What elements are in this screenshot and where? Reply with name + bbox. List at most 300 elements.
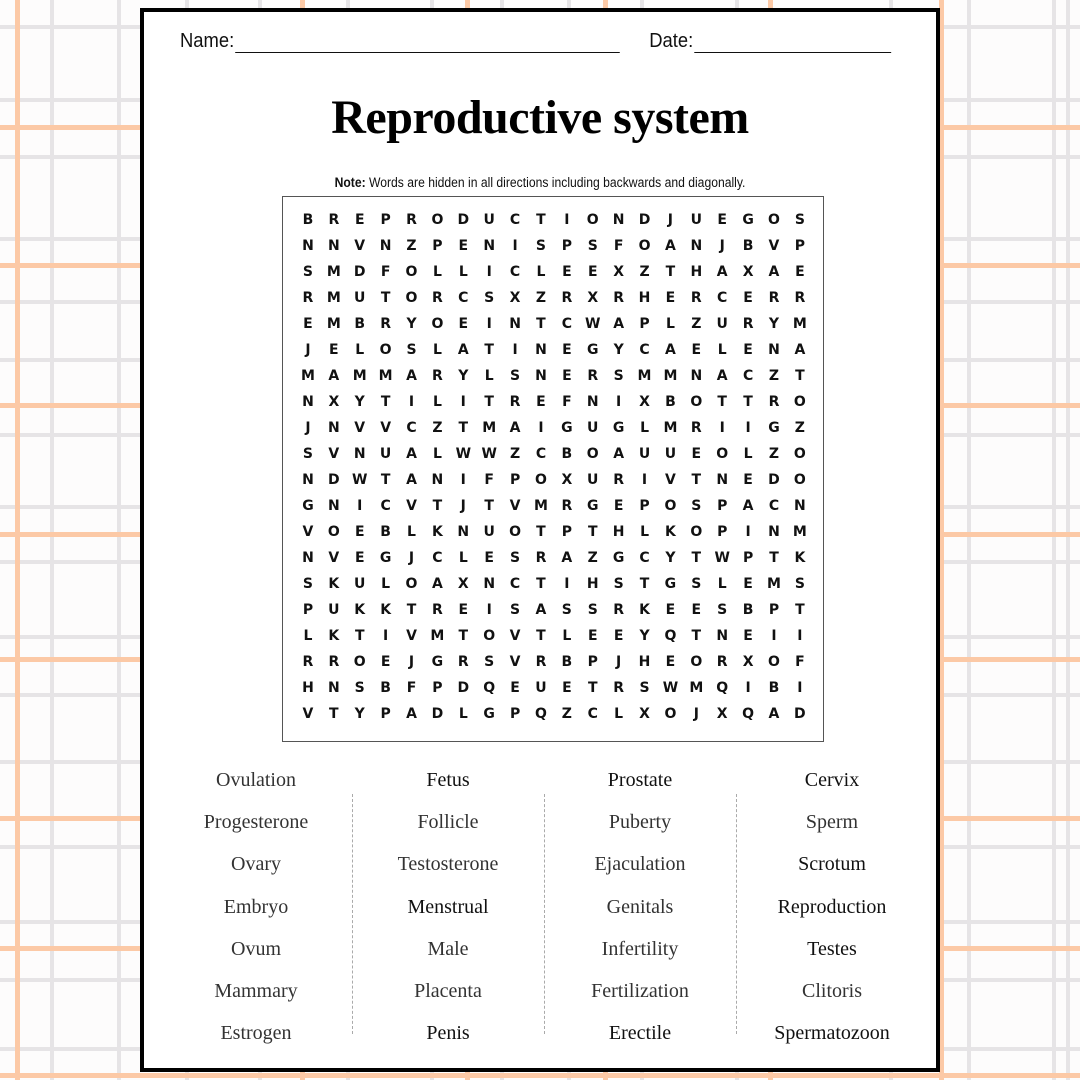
grid-letter[interactable]: T [795, 368, 805, 384]
grid-letter[interactable]: O [353, 654, 366, 670]
grid-letter[interactable]: S [794, 576, 805, 592]
grid-letter[interactable]: P [302, 602, 314, 618]
grid-letter[interactable]: L [717, 342, 727, 358]
grid-letter[interactable]: E [458, 238, 469, 254]
grid-letter[interactable]: Y [665, 550, 676, 566]
grid-letter[interactable]: L [743, 446, 753, 462]
grid-letter[interactable]: Z [535, 290, 547, 306]
grid-letter[interactable]: J [693, 706, 699, 722]
grid-letter[interactable]: N [302, 472, 314, 488]
grid-letter[interactable]: O [638, 238, 651, 254]
grid-letter[interactable]: I [460, 394, 466, 410]
grid-letter[interactable]: H [302, 680, 314, 696]
grid-letter[interactable]: L [562, 628, 572, 644]
grid-letter[interactable]: O [793, 472, 806, 488]
grid-letter[interactable]: S [484, 654, 495, 670]
grid-letter[interactable]: X [509, 290, 521, 306]
grid-letter[interactable]: W [455, 446, 472, 462]
grid-letter[interactable]: N [457, 524, 470, 540]
grid-letter[interactable]: I [797, 680, 803, 696]
grid-letter[interactable]: O [509, 524, 522, 540]
grid-letter[interactable]: B [742, 238, 754, 254]
grid-letter[interactable]: W [585, 316, 601, 332]
grid-letter[interactable]: R [328, 212, 340, 228]
grid-letter[interactable]: E [665, 602, 676, 618]
grid-letter[interactable]: O [586, 212, 599, 228]
grid-letter[interactable]: A [613, 316, 625, 332]
name-blank-line[interactable] [235, 30, 620, 53]
grid-letter[interactable]: V [509, 498, 521, 514]
grid-letter[interactable]: V [354, 238, 366, 254]
grid-letter[interactable]: N [768, 524, 780, 540]
grid-letter[interactable]: S [354, 680, 365, 696]
grid-letter[interactable]: M [326, 290, 341, 306]
grid-letter[interactable]: T [587, 680, 598, 696]
grid-letter[interactable]: M [663, 420, 678, 436]
grid-letter[interactable]: L [458, 706, 468, 722]
grid-letter[interactable]: T [380, 290, 391, 306]
grid-letter[interactable]: R [613, 472, 625, 488]
grid-letter[interactable]: O [793, 394, 806, 410]
grid-letter[interactable]: U [354, 290, 366, 306]
grid-letter[interactable]: E [303, 316, 313, 332]
grid-letter[interactable]: F [380, 264, 391, 280]
grid-letter[interactable]: D [353, 264, 366, 280]
grid-letter[interactable]: V [664, 472, 676, 488]
grid-letter[interactable]: T [536, 212, 546, 228]
grid-letter[interactable]: D [457, 680, 470, 696]
grid-letter[interactable]: B [302, 212, 314, 228]
grid-letter[interactable]: R [561, 290, 573, 306]
grid-letter[interactable]: M [663, 368, 678, 384]
grid-letter[interactable]: P [561, 238, 572, 254]
grid-letter[interactable]: T [458, 628, 469, 644]
grid-letter[interactable]: A [664, 342, 676, 358]
grid-letter[interactable]: O [431, 316, 444, 332]
grid-letter[interactable]: I [745, 680, 751, 696]
grid-letter[interactable]: B [768, 680, 780, 696]
grid-letter[interactable]: L [640, 420, 649, 436]
grid-letter[interactable]: Q [535, 706, 547, 722]
grid-letter[interactable]: N [327, 680, 340, 696]
grid-letter[interactable]: U [328, 602, 340, 618]
grid-letter[interactable]: Z [768, 446, 780, 462]
grid-letter[interactable]: A [406, 706, 417, 722]
grid-letter[interactable]: R [432, 368, 443, 384]
grid-letter[interactable]: T [380, 472, 391, 488]
grid-letter[interactable]: I [383, 628, 389, 644]
grid-letter[interactable]: T [536, 316, 546, 332]
grid-letter[interactable]: X [587, 290, 599, 306]
grid-letter[interactable]: H [612, 524, 625, 540]
grid-letter[interactable]: E [380, 654, 391, 670]
grid-letter[interactable]: R [587, 368, 599, 384]
grid-letter[interactable]: A [509, 420, 521, 436]
date-blank-line[interactable] [694, 30, 891, 53]
grid-letter[interactable]: S [561, 602, 572, 618]
grid-letter[interactable]: A [613, 446, 625, 462]
grid-letter[interactable]: D [638, 212, 651, 228]
grid-letter[interactable]: O [768, 212, 780, 228]
grid-letter[interactable]: W [481, 446, 497, 462]
grid-letter[interactable]: L [614, 706, 624, 722]
grid-letter[interactable]: T [587, 524, 598, 540]
grid-letter[interactable]: M [430, 628, 445, 644]
grid-letter[interactable]: G [561, 420, 573, 436]
grid-letter[interactable]: X [328, 394, 340, 410]
grid-letter[interactable]: V [328, 446, 340, 462]
grid-letter[interactable]: U [716, 316, 728, 332]
grid-letter[interactable]: N [327, 238, 340, 254]
grid-letter[interactable]: Q [664, 628, 677, 644]
grid-letter[interactable]: I [486, 316, 492, 332]
grid-letter[interactable]: O [690, 654, 703, 670]
grid-letter[interactable]: E [691, 446, 702, 462]
grid-letter[interactable]: C [432, 550, 443, 566]
grid-letter[interactable]: X [613, 264, 625, 280]
grid-letter[interactable]: T [743, 394, 753, 410]
grid-letter[interactable]: I [616, 394, 622, 410]
grid-letter[interactable]: J [667, 212, 674, 228]
grid-letter[interactable]: W [714, 550, 730, 566]
grid-letter[interactable]: X [457, 576, 469, 592]
grid-letter[interactable]: Z [587, 550, 598, 566]
grid-letter[interactable]: G [612, 420, 625, 436]
grid-letter[interactable]: G [431, 654, 444, 670]
grid-letter[interactable]: K [328, 628, 340, 644]
grid-letter[interactable]: D [768, 472, 780, 488]
grid-letter[interactable]: M [767, 576, 781, 592]
grid-letter[interactable]: N [586, 394, 599, 410]
grid-letter[interactable]: Z [432, 420, 443, 436]
grid-letter[interactable]: A [716, 368, 728, 384]
grid-letter[interactable]: M [482, 420, 497, 436]
grid-letter[interactable]: C [742, 368, 754, 384]
grid-letter[interactable]: T [691, 628, 702, 644]
grid-letter[interactable]: S [510, 368, 521, 384]
grid-letter[interactable]: A [406, 368, 417, 384]
grid-letter[interactable]: T [329, 706, 339, 722]
grid-letter[interactable]: A [406, 446, 417, 462]
grid-letter[interactable]: O [327, 524, 340, 540]
grid-letter[interactable]: N [716, 472, 729, 488]
grid-letter[interactable]: V [380, 420, 392, 436]
grid-letter[interactable]: P [639, 316, 650, 332]
grid-letter[interactable]: M [533, 498, 548, 514]
grid-letter[interactable]: S [717, 602, 728, 618]
grid-letter[interactable]: X [639, 706, 650, 722]
grid-letter[interactable]: S [302, 264, 313, 280]
grid-letter[interactable]: S [510, 602, 521, 618]
grid-letter[interactable]: C [535, 446, 547, 462]
grid-letter[interactable]: G [586, 498, 599, 514]
grid-letter[interactable]: O [793, 446, 806, 462]
grid-letter[interactable]: A [664, 238, 676, 254]
grid-letter[interactable]: E [562, 264, 572, 280]
grid-letter[interactable]: N [353, 446, 366, 462]
grid-letter[interactable]: R [768, 290, 780, 306]
grid-letter[interactable]: A [768, 706, 780, 722]
grid-letter[interactable]: V [302, 524, 314, 540]
grid-letter[interactable]: N [431, 472, 444, 488]
grid-letter[interactable]: J [305, 342, 311, 358]
grid-letter[interactable]: L [432, 394, 442, 410]
grid-letter[interactable]: L [458, 264, 468, 280]
grid-letter[interactable]: A [328, 368, 340, 384]
grid-letter[interactable]: P [768, 602, 780, 618]
grid-letter[interactable]: N [483, 576, 496, 592]
grid-letter[interactable]: C [768, 498, 780, 514]
grid-letter[interactable]: S [302, 576, 313, 592]
grid-letter[interactable]: P [794, 238, 805, 254]
grid-letter[interactable]: L [381, 576, 391, 592]
grid-letter[interactable]: J [408, 550, 415, 566]
grid-letter[interactable]: N [302, 550, 314, 566]
grid-letter[interactable]: Y [354, 394, 365, 410]
grid-letter[interactable]: K [664, 524, 676, 540]
grid-letter[interactable]: G [664, 576, 677, 592]
grid-letter[interactable]: N [327, 498, 340, 514]
grid-letter[interactable]: A [716, 264, 728, 280]
grid-letter[interactable]: T [691, 472, 702, 488]
grid-letter[interactable]: T [354, 628, 365, 644]
grid-letter[interactable]: M [792, 316, 807, 332]
grid-letter[interactable]: Q [483, 680, 496, 696]
grid-letter[interactable]: B [561, 654, 573, 670]
grid-letter[interactable]: Z [794, 420, 805, 436]
grid-letter[interactable]: N [716, 628, 729, 644]
grid-letter[interactable]: U [587, 472, 599, 488]
grid-letter[interactable]: R [432, 602, 443, 618]
grid-letter[interactable]: T [458, 420, 469, 436]
grid-letter[interactable]: T [380, 394, 391, 410]
grid-letter[interactable]: E [587, 264, 598, 280]
grid-letter[interactable]: U [664, 446, 677, 462]
grid-letter[interactable]: Y [768, 316, 780, 332]
grid-letter[interactable]: M [689, 680, 704, 696]
grid-letter[interactable]: U [690, 212, 702, 228]
grid-letter[interactable]: R [328, 654, 340, 670]
grid-letter[interactable]: B [380, 680, 391, 696]
grid-letter[interactable]: S [691, 576, 702, 592]
grid-letter[interactable]: T [406, 602, 417, 618]
grid-letter[interactable]: W [352, 472, 368, 488]
grid-letter[interactable]: S [484, 290, 495, 306]
grid-letter[interactable]: V [768, 238, 780, 254]
grid-letter[interactable]: R [535, 654, 547, 670]
grid-letter[interactable]: Z [691, 316, 702, 332]
grid-letter[interactable]: S [639, 680, 650, 696]
grid-letter[interactable]: M [326, 316, 341, 332]
grid-letter[interactable]: R [457, 654, 469, 670]
grid-letter[interactable]: N [612, 212, 625, 228]
grid-letter[interactable]: P [380, 706, 391, 722]
grid-letter[interactable]: E [458, 602, 469, 618]
grid-letter[interactable]: L [484, 368, 494, 384]
grid-letter[interactable]: B [742, 602, 754, 618]
grid-letter[interactable]: E [717, 212, 727, 228]
grid-letter[interactable]: H [690, 264, 703, 280]
grid-letter[interactable]: M [792, 524, 807, 540]
grid-letter[interactable]: E [587, 628, 598, 644]
grid-letter[interactable]: O [431, 212, 444, 228]
grid-letter[interactable]: O [405, 576, 418, 592]
grid-letter[interactable]: V [406, 498, 417, 514]
grid-letter[interactable]: P [639, 498, 650, 514]
grid-letter[interactable]: E [329, 342, 339, 358]
grid-letter[interactable]: O [716, 446, 729, 462]
grid-letter[interactable]: E [795, 264, 805, 280]
grid-letter[interactable]: C [717, 290, 728, 306]
grid-letter[interactable]: X [742, 264, 754, 280]
grid-letter[interactable]: S [535, 238, 546, 254]
grid-letter[interactable]: J [305, 420, 311, 436]
grid-letter[interactable]: G [742, 212, 754, 228]
grid-letter[interactable]: U [638, 446, 651, 462]
grid-letter[interactable]: P [432, 680, 443, 696]
grid-letter[interactable]: A [406, 472, 417, 488]
grid-letter[interactable]: O [535, 472, 547, 488]
grid-letter[interactable]: I [564, 576, 570, 592]
grid-letter[interactable]: N [794, 498, 806, 514]
grid-letter[interactable]: E [536, 394, 546, 410]
grid-letter[interactable]: G [302, 498, 314, 514]
grid-letter[interactable]: P [587, 654, 598, 670]
grid-letter[interactable]: T [484, 394, 494, 410]
grid-letter[interactable]: I [486, 602, 492, 618]
grid-letter[interactable]: A [457, 342, 469, 358]
grid-letter[interactable]: L [665, 316, 675, 332]
grid-letter[interactable]: E [691, 602, 702, 618]
grid-letter[interactable]: O [664, 706, 677, 722]
grid-letter[interactable]: N [483, 238, 496, 254]
grid-letter[interactable]: R [509, 394, 521, 410]
grid-letter[interactable]: E [510, 680, 520, 696]
grid-letter[interactable]: I [719, 420, 725, 436]
grid-letter[interactable]: Z [639, 264, 650, 280]
grid-letter[interactable]: R [613, 290, 625, 306]
grid-letter[interactable]: P [717, 524, 728, 540]
grid-letter[interactable]: Y [639, 628, 650, 644]
grid-letter[interactable]: O [664, 498, 677, 514]
grid-letter[interactable]: V [406, 628, 417, 644]
grid-letter[interactable]: L [640, 524, 649, 540]
grid-letter[interactable]: E [354, 212, 365, 228]
grid-letter[interactable]: Q [716, 680, 729, 696]
grid-letter[interactable]: U [483, 524, 495, 540]
grid-letter[interactable]: I [745, 420, 751, 436]
grid-letter[interactable]: I [538, 420, 544, 436]
grid-letter[interactable]: A [561, 550, 573, 566]
grid-letter[interactable]: Z [561, 706, 572, 722]
grid-letter[interactable]: N [535, 342, 547, 358]
grid-letter[interactable]: X [639, 394, 650, 410]
grid-letter[interactable]: E [743, 342, 753, 358]
grid-letter[interactable]: C [458, 290, 469, 306]
grid-letter[interactable]: K [431, 524, 443, 540]
grid-letter[interactable]: G [768, 420, 780, 436]
grid-letter[interactable]: L [717, 576, 727, 592]
grid-letter[interactable]: A [794, 342, 806, 358]
grid-letter[interactable]: H [638, 654, 651, 670]
grid-letter[interactable]: L [458, 550, 468, 566]
grid-letter[interactable]: E [562, 342, 572, 358]
grid-letter[interactable]: G [586, 342, 599, 358]
grid-letter[interactable]: C [639, 550, 650, 566]
grid-letter[interactable]: T [795, 602, 805, 618]
grid-letter[interactable]: Z [509, 446, 521, 462]
grid-letter[interactable]: A [431, 576, 443, 592]
grid-letter[interactable]: E [691, 342, 702, 358]
date-field[interactable] [649, 30, 891, 53]
grid-letter[interactable]: G [379, 550, 392, 566]
grid-letter[interactable]: Y [406, 316, 417, 332]
grid-letter[interactable]: R [406, 212, 417, 228]
grid-letter[interactable]: B [354, 316, 366, 332]
grid-letter[interactable]: R [535, 550, 547, 566]
grid-letter[interactable]: L [355, 342, 365, 358]
grid-letter[interactable]: N [690, 368, 703, 384]
grid-letter[interactable]: R [690, 290, 702, 306]
name-field[interactable] [180, 30, 620, 53]
grid-letter[interactable]: V [509, 628, 521, 644]
grid-letter[interactable]: M [637, 368, 652, 384]
grid-letter[interactable]: L [432, 446, 442, 462]
grid-letter[interactable]: B [665, 394, 676, 410]
grid-letter[interactable]: T [484, 498, 494, 514]
grid-letter[interactable]: N [302, 238, 314, 254]
grid-letter[interactable]: J [719, 238, 725, 254]
grid-letter[interactable]: S [302, 446, 313, 462]
grid-letter[interactable]: L [536, 264, 546, 280]
grid-letter[interactable]: T [536, 628, 546, 644]
grid-letter[interactable]: M [352, 368, 367, 384]
grid-letter[interactable]: F [484, 472, 494, 488]
grid-letter[interactable]: V [328, 550, 340, 566]
grid-letter[interactable]: I [408, 394, 415, 410]
grid-letter[interactable]: I [486, 264, 492, 280]
grid-letter[interactable]: S [406, 342, 417, 358]
grid-letter[interactable]: N [509, 316, 521, 332]
grid-letter[interactable]: P [432, 238, 443, 254]
grid-letter[interactable]: A [742, 498, 754, 514]
grid-letter[interactable]: I [512, 342, 518, 358]
grid-letter[interactable]: P [717, 498, 728, 514]
grid-letter[interactable]: P [509, 472, 521, 488]
grid-letter[interactable]: E [743, 628, 753, 644]
grid-letter[interactable]: R [716, 654, 728, 670]
grid-letter[interactable]: U [535, 680, 547, 696]
grid-letter[interactable]: T [691, 550, 702, 566]
grid-letter[interactable]: N [302, 394, 314, 410]
grid-letter[interactable]: E [743, 290, 753, 306]
grid-letter[interactable]: I [771, 628, 777, 644]
grid-letter[interactable]: O [768, 654, 780, 670]
grid-letter[interactable]: C [509, 212, 521, 228]
grid-letter[interactable]: U [587, 420, 599, 436]
grid-letter[interactable]: N [379, 238, 392, 254]
grid-letter[interactable]: E [743, 576, 753, 592]
grid-letter[interactable]: R [302, 654, 314, 670]
grid-letter[interactable]: L [407, 524, 416, 540]
grid-letter[interactable]: N [690, 238, 703, 254]
grid-letter[interactable]: B [561, 446, 573, 462]
grid-letter[interactable]: E [484, 550, 494, 566]
grid-letter[interactable]: L [303, 628, 313, 644]
grid-letter[interactable]: R [794, 290, 806, 306]
grid-letter[interactable]: D [431, 706, 444, 722]
grid-letter[interactable]: M [300, 368, 315, 384]
